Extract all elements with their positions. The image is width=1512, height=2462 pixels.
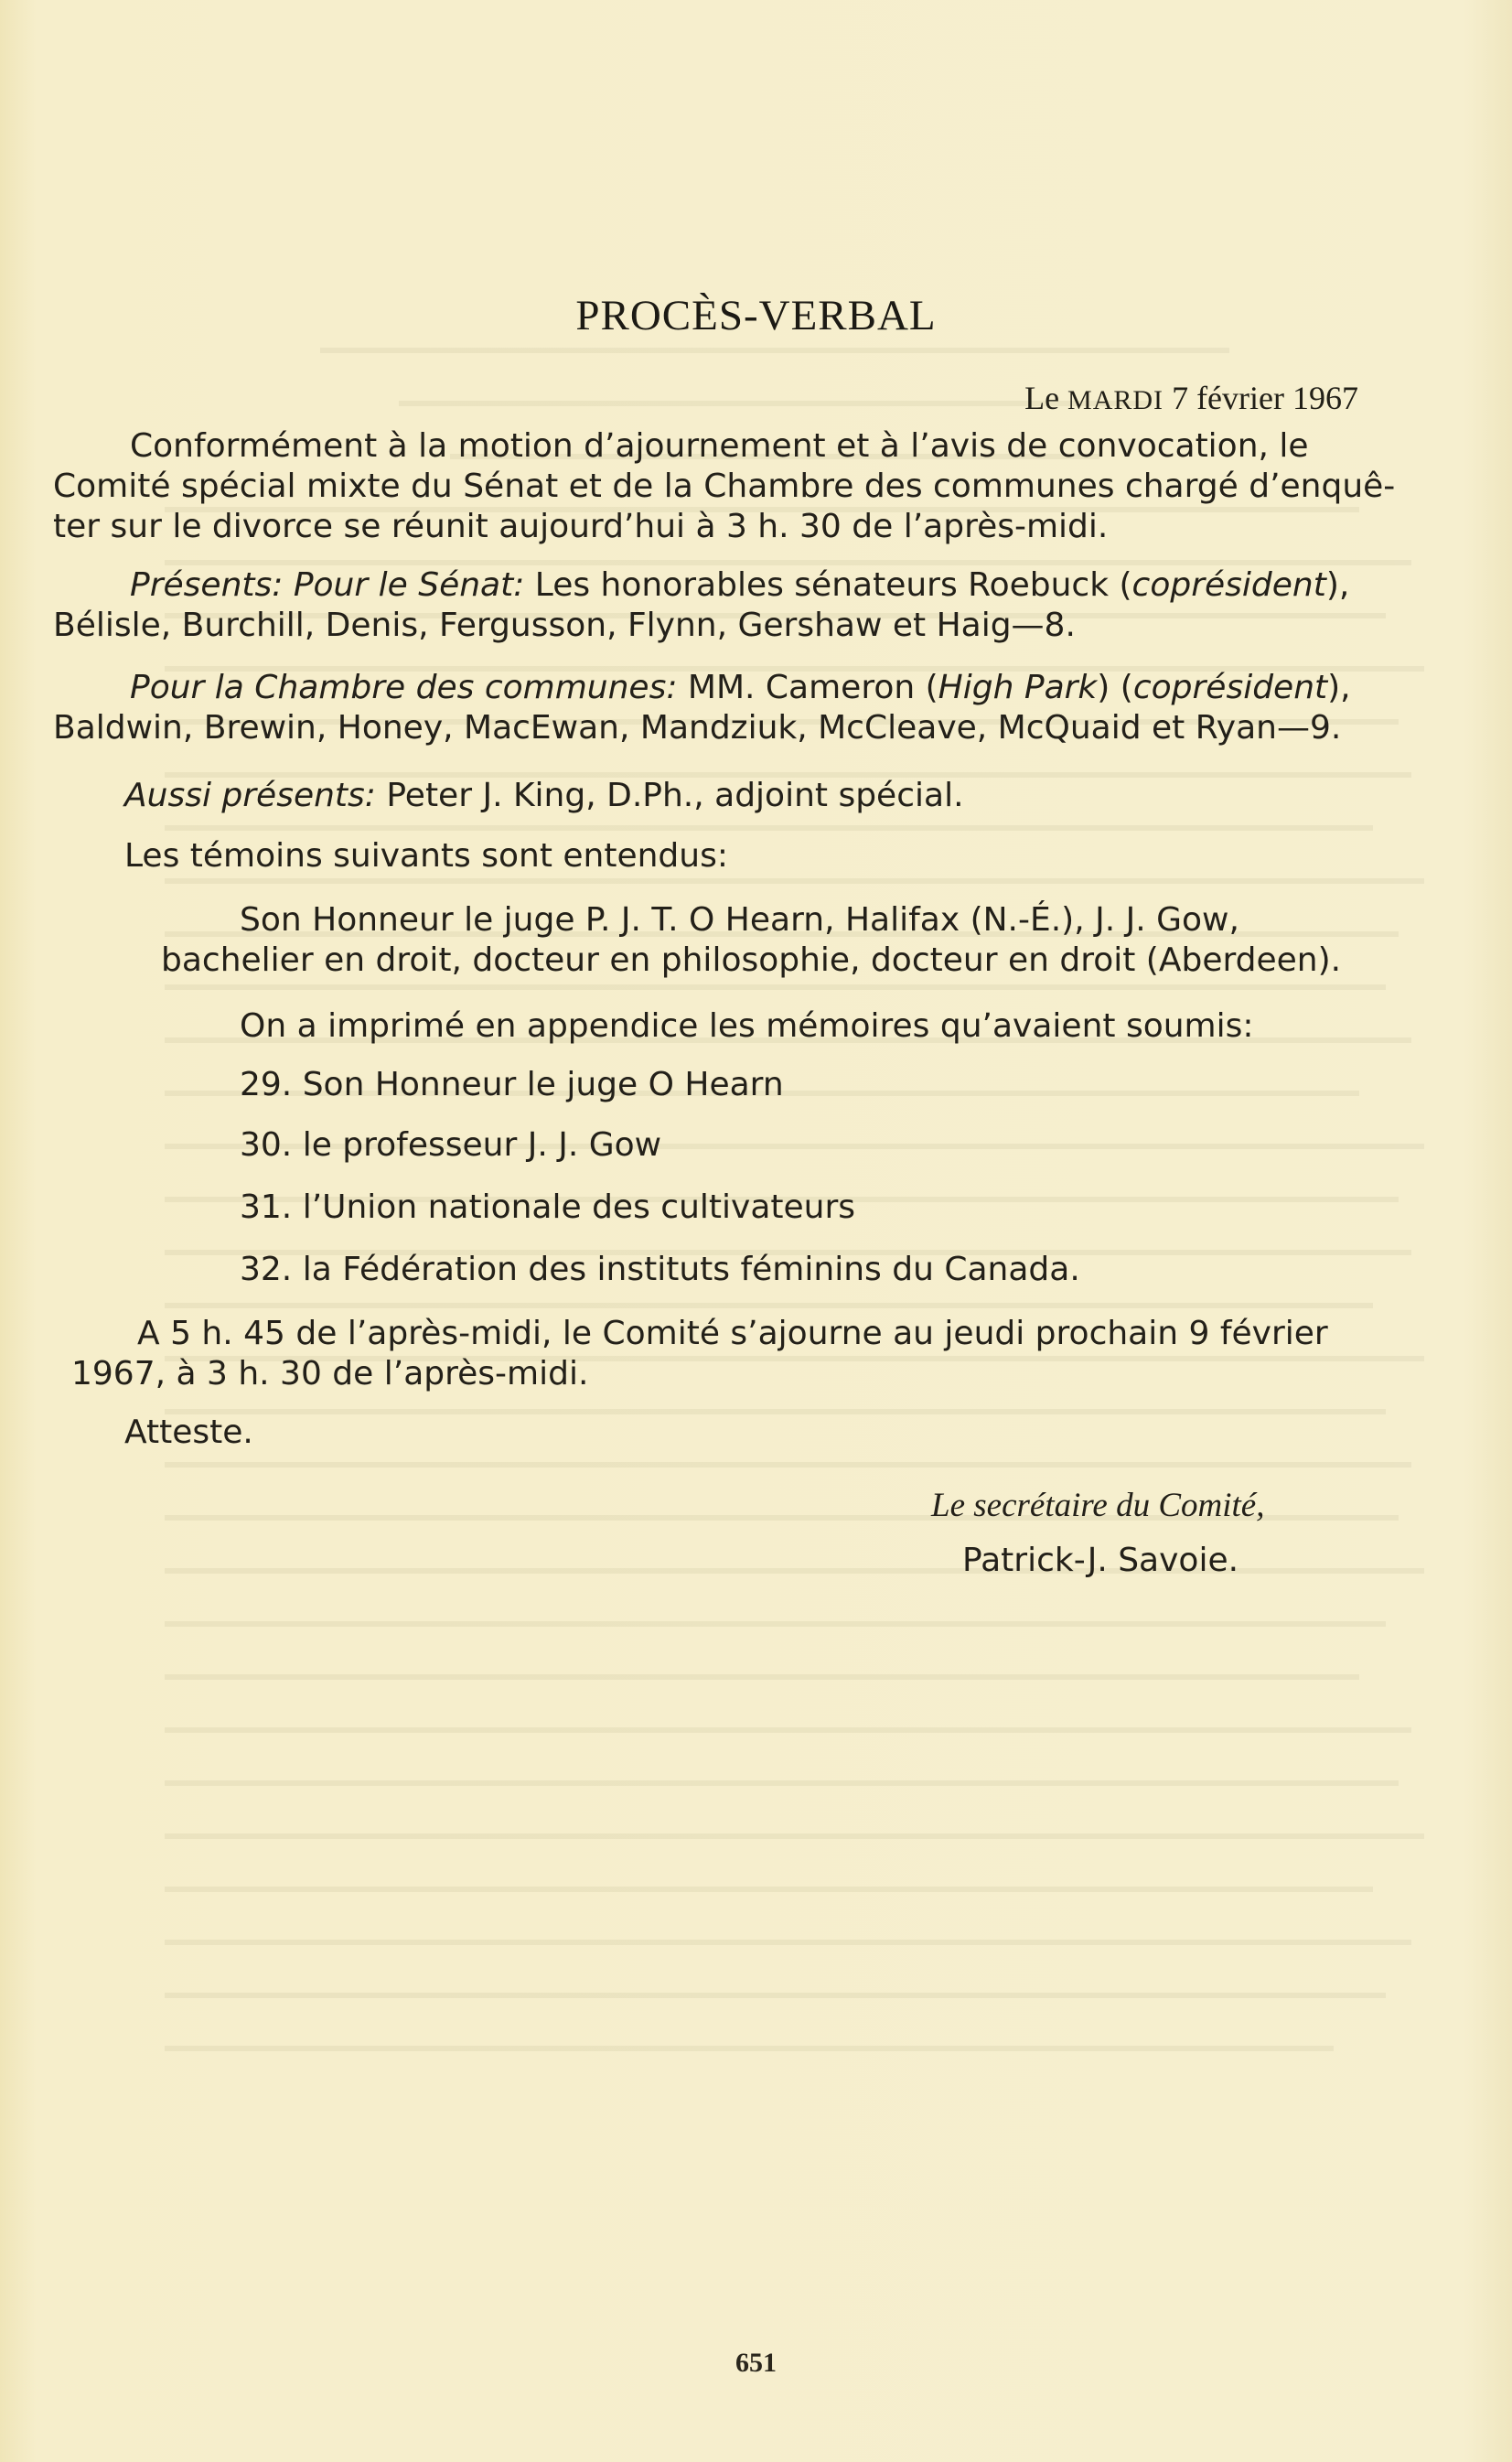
appendix-intro: On a imprimé en appendice les mémoires qu’avaient soumis: <box>240 1007 1254 1045</box>
date-prefix: Le <box>1024 380 1060 416</box>
meeting-date <box>1024 379 1358 417</box>
appendix-item: 32. la Fédération des instituts féminins du Canada. <box>240 1251 1080 1288</box>
opening-paragraph <box>53 426 1443 547</box>
presents-commons-line-2: Baldwin, Brewin, Honey, MacEwan, Mandziuk, McCleave, McQuaid et Ryan—9. <box>53 709 1342 747</box>
also-present-paragraph <box>124 776 1442 816</box>
witnesses-line-1: Son Honneur le juge P. J. T. O Hearn, Halifax (N.-É.), J. J. Gow, <box>240 901 1239 939</box>
presents-commons-mid: ) ( <box>1097 669 1133 706</box>
document-title: PROCÈS-VERBAL <box>575 292 937 339</box>
witnesses-intro: Les témoins suivants sont entendus: <box>124 837 728 875</box>
commons-riding: High Park <box>938 669 1098 706</box>
signature-title-text: Le secrétaire du Comité, <box>931 1487 1265 1524</box>
also-present-label: Aussi présents: <box>124 777 376 814</box>
also-present-line <box>124 776 1442 816</box>
presents-senate-paragraph <box>53 565 1443 646</box>
adjournment-line-1: A 5 h. 45 de l’après-midi, le Comité s’ajourne au jeudi prochain 9 février <box>137 1315 1328 1352</box>
adjournment-line-2: 1967, à 3 h. 30 de l’après-midi. <box>71 1355 589 1392</box>
attested: Atteste. <box>124 1414 253 1451</box>
adjournment-paragraph <box>53 1314 1462 1394</box>
appendix-item: 31. l’Union nationale des cultivateurs <box>240 1188 856 1226</box>
opening-line-3: ter sur le divorce se réunit aujourd’hui à 3 h. 30 de l’après-midi. <box>53 508 1109 545</box>
witnesses-line-2: bachelier en droit, docteur en philosophie, docteur en droit (Aberdeen). <box>161 941 1342 979</box>
presents-senate-text: Les honorables sénateurs Roebuck ( <box>524 566 1132 604</box>
presents-senate-line-1 <box>53 565 1443 606</box>
page-number: 651 <box>735 2348 777 2378</box>
date-rest: 7 février 1967 <box>1172 380 1358 416</box>
appendix-item: 30. le professeur J. J. Gow <box>240 1126 662 1164</box>
presents-senate-line-2: Bélisle, Burchill, Denis, Fergusson, Flynn, Gershaw et Haig—8. <box>53 607 1076 644</box>
commons-cochair-role: coprésident <box>1132 669 1328 706</box>
presents-commons-text: MM. Cameron ( <box>677 669 938 706</box>
opening-line-1: Conformément à la motion d’ajournement et à l’avis de convocation, le <box>130 427 1309 465</box>
presents-commons-paragraph <box>53 668 1443 748</box>
presents-senate-label: Présents: Pour le Sénat: <box>130 566 525 604</box>
signature-title <box>931 1486 1480 1526</box>
also-present-text: Peter J. King, D.Ph., adjoint spécial. <box>375 777 964 814</box>
senate-cochair-role: coprésident <box>1131 566 1326 604</box>
presents-commons-end: ), <box>1327 669 1351 706</box>
appendix-item: 29. Son Honneur le juge O Hearn <box>240 1066 784 1103</box>
presents-commons-label: Pour la Chambre des communes: <box>130 669 678 706</box>
presents-senate-end: ), <box>1325 566 1350 604</box>
signature-name: Patrick-J. Savoie. <box>962 1542 1239 1579</box>
opening-line-2: Comité spécial mixte du Sénat et de la Chambre des communes chargé d’enquê- <box>53 468 1396 505</box>
witnesses-paragraph <box>161 900 1451 981</box>
date-day: MARDI <box>1067 385 1164 415</box>
presents-commons-line-1 <box>53 668 1443 708</box>
